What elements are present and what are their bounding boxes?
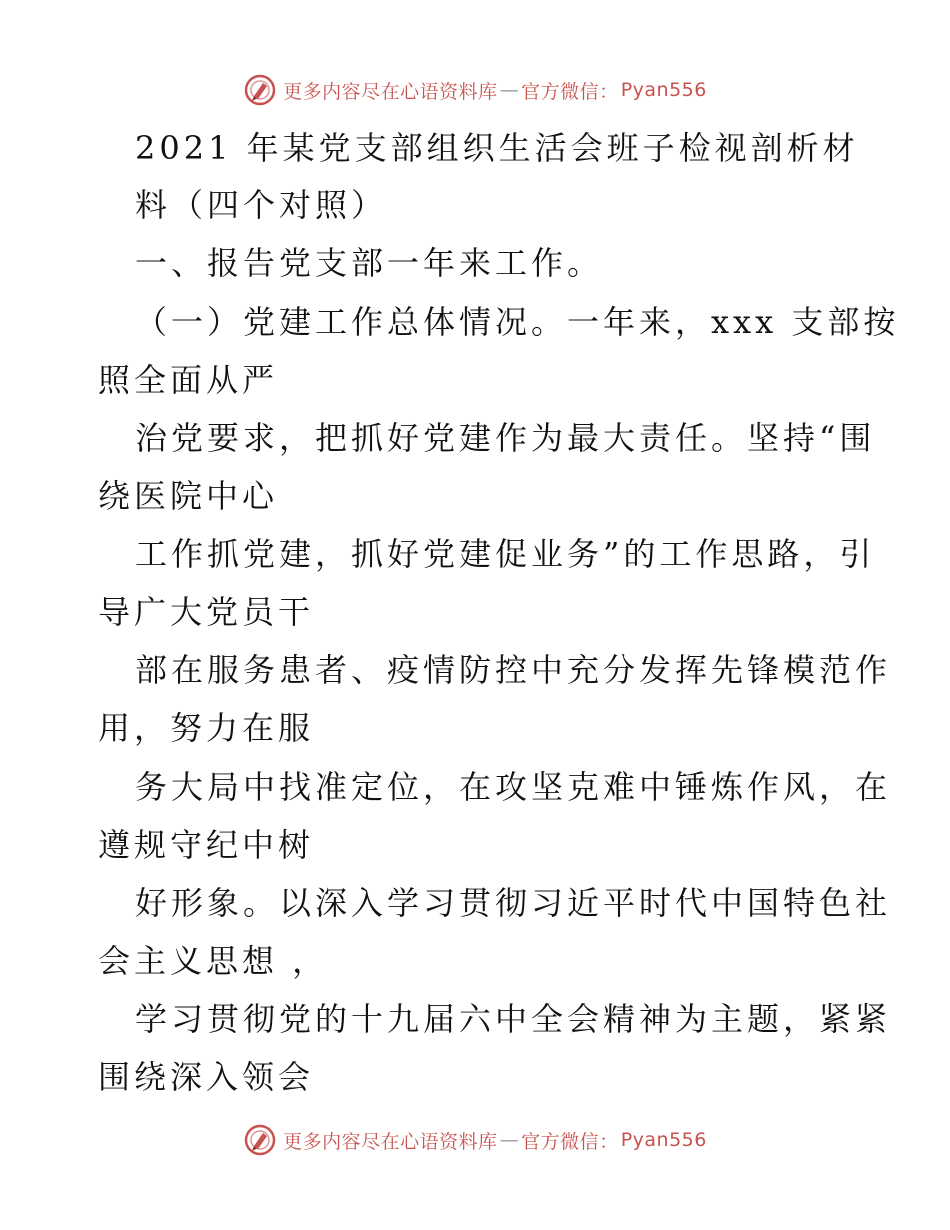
paragraph-line: 会主义思想 ，	[98, 942, 329, 980]
watermark-contact-label: 官方微信：	[521, 80, 619, 103]
pen-nib-circle-icon	[243, 73, 277, 107]
paragraph-line: 围绕深入领会	[98, 1058, 315, 1096]
paragraph-line: 工作抓党建，抓好党建促业务”的工作思路，引	[135, 535, 876, 573]
paragraph-line: 部在服务患者、疫情防控中充分发挥先锋模范作	[135, 651, 892, 689]
watermark-contact-handle: Pyan556	[620, 1129, 707, 1151]
paragraph-line: 照全面从严	[98, 361, 279, 399]
paragraph-line: 导广大党员干	[98, 593, 315, 631]
watermark-separator: —	[499, 79, 520, 101]
paragraph-line: 治党要求，把抓好党建作为最大责任。坚持“围	[135, 419, 876, 457]
header-watermark	[0, 70, 950, 110]
pen-nib-circle-icon	[243, 1123, 277, 1157]
paragraph-line: 用，努力在服	[98, 709, 315, 747]
watermark-main-text: 更多内容尽在心语资料库	[283, 1130, 498, 1153]
paragraph-line: 好形象。以深入学习贯彻习近平时代中国特色社	[135, 884, 892, 922]
document-title-line-1: 2021 年某党支部组织生活会班子检视剖析材	[135, 129, 859, 167]
footer-watermark	[0, 1120, 950, 1160]
section-heading: 一、报告党支部一年来工作。	[135, 244, 604, 282]
watermark-contact-handle: Pyan556	[620, 79, 707, 101]
paragraph-line: 遵规守纪中树	[98, 826, 315, 864]
paragraph-line: （一）党建工作总体情况。一年来，xxx 支部按	[135, 303, 900, 341]
paragraph-line: 绕医院中心	[98, 477, 279, 515]
paragraph-line: 务大局中找准定位，在攻坚克难中锤炼作风，在	[135, 768, 892, 806]
watermark-contact-label: 官方微信：	[521, 1130, 619, 1153]
paragraph-line: 学习贯彻党的十九届六中全会精神为主题，紧紧	[135, 1000, 892, 1038]
watermark-separator: —	[499, 1129, 520, 1151]
document-title-line-2: 料（四个对照）	[135, 186, 388, 224]
watermark-main-text: 更多内容尽在心语资料库	[283, 80, 498, 103]
